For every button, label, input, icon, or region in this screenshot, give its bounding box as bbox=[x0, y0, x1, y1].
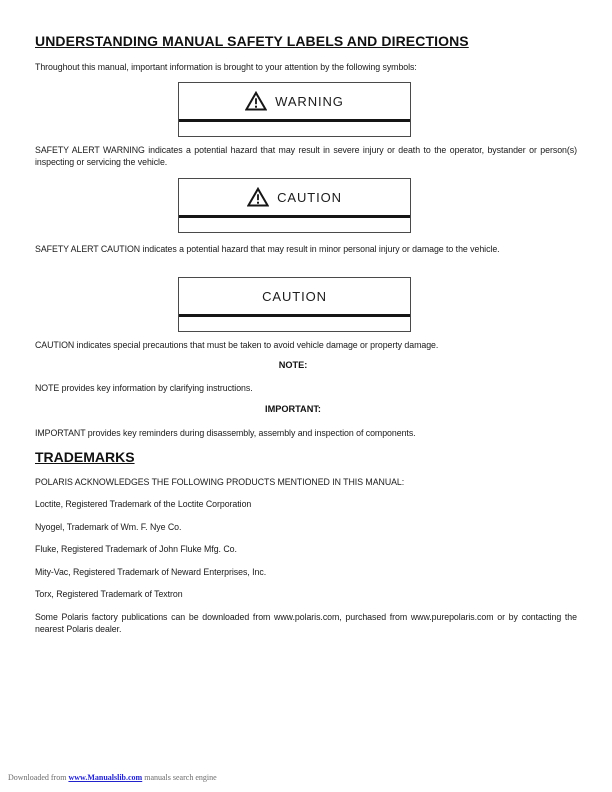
safety-alert-triangle-icon bbox=[247, 187, 269, 207]
warning-box-header bbox=[179, 83, 410, 119]
intro-paragraph: Throughout this manual, important information is brought to your attention by the following symbols: bbox=[35, 62, 417, 72]
caution-plain-description: CAUTION indicates special precautions that must be taken to avoid vehicle damage or property damage. bbox=[35, 340, 439, 350]
caution-plain-label-box bbox=[178, 277, 411, 332]
caution-box-header bbox=[179, 179, 410, 215]
caution-plain-label-text: CAUTION bbox=[262, 288, 327, 304]
footer-suffix: manuals search engine bbox=[142, 773, 217, 782]
important-text: IMPORTANT provides key reminders during disassembly, assembly and inspection of components. bbox=[35, 428, 416, 438]
caution-box-footer bbox=[179, 218, 410, 233]
trademarks-intro: POLARIS ACKNOWLEDGES THE FOLLOWING PRODUCTS MENTIONED IN THIS MANUAL: bbox=[35, 477, 405, 487]
manualslib-watermark bbox=[8, 773, 217, 782]
warning-label-text: WARNING bbox=[275, 93, 344, 109]
manualslib-link[interactable]: www.Manualslib.com bbox=[68, 773, 143, 782]
trademarks-heading: TRADEMARKS bbox=[35, 449, 135, 465]
caution-description: SAFETY ALERT CAUTION indicates a potential hazard that may result in minor personal injury or damage to the vehicle. bbox=[35, 244, 500, 254]
warning-box-footer bbox=[179, 122, 410, 137]
trademarks-list bbox=[35, 499, 577, 612]
warning-description: SAFETY ALERT WARNING indicates a potential hazard that may result in severe injury or death to the operator, bystander or person(s) inspecting or servicing the vehicle. bbox=[35, 145, 577, 167]
page-title: UNDERSTANDING MANUAL SAFETY LABELS AND DIRECTIONS bbox=[35, 33, 469, 49]
caution-plain-box-header bbox=[179, 278, 410, 314]
trademark-item: Torx, Registered Trademark of Textron bbox=[35, 589, 183, 599]
warning-label-box bbox=[178, 82, 411, 137]
caution-label-text: CAUTION bbox=[277, 189, 342, 205]
caution-label-box bbox=[178, 178, 411, 233]
trademark-item: Fluke, Registered Trademark of John Fluke Mfg. Co. bbox=[35, 544, 237, 554]
footer-prefix: Downloaded from bbox=[8, 773, 69, 782]
trademark-item: Loctite, Registered Trademark of the Loctite Corporation bbox=[35, 499, 252, 509]
safety-alert-triangle-icon bbox=[245, 91, 267, 111]
note-heading: NOTE: bbox=[278, 360, 308, 370]
note-text: NOTE provides key information by clarifying instructions. bbox=[35, 383, 253, 393]
trademark-item: Nyogel, Trademark of Wm. F. Nye Co. bbox=[35, 521, 182, 532]
trademark-item: Mity-Vac, Registered Trademark of Neward Enterprises, Inc. bbox=[35, 566, 267, 577]
caution-plain-box-footer bbox=[179, 317, 410, 332]
important-heading: IMPORTANT: bbox=[265, 404, 321, 414]
availability-paragraph: Some Polaris factory publications can be downloaded from www.polaris.com, purchased from www.purepolaris.com or by contacting the nearest Polaris dealer. bbox=[35, 612, 577, 634]
